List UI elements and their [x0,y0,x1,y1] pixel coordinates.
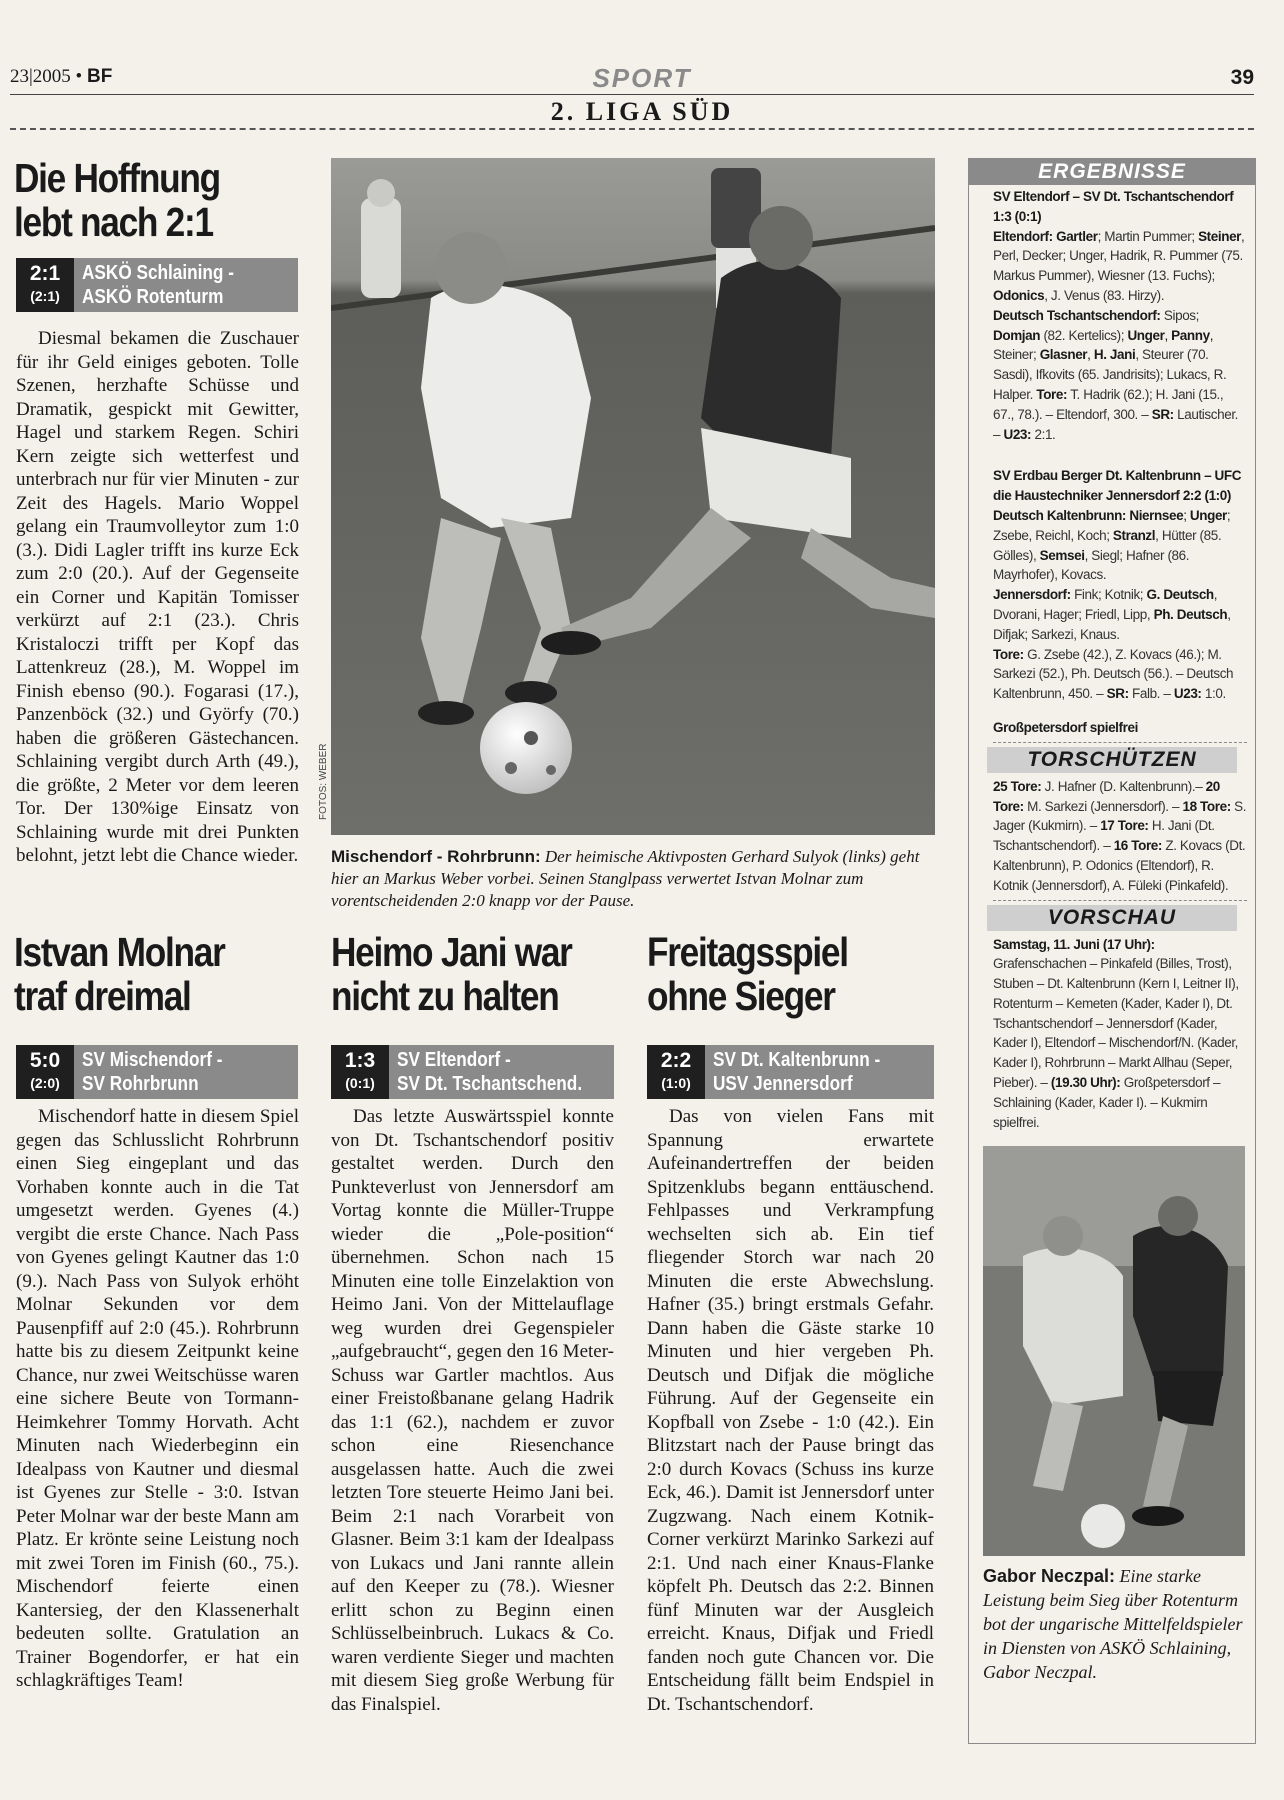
article4-scorebar [647,1045,934,1099]
photo-main-caption [331,846,935,912]
scorers-list: 25 Tore: J. Hafner (D. Kaltenbrunn).– 20 Tore: M. Sarkezi (Jennersdorf). – 18 Tore: S. Jager (Kukmirn). – 17 Tore: H. Jani (Dt. Tschantschendorf). – 16 Tore: Z. Kovacs (Dt. Kaltenbrunn), P. Odonics (Eltendorf), R. Kotnik (Jennersdorf), A. Füleki (Pinkafeld). [993,778,1247,893]
score-box: 1:3 (0:1) [331,1045,389,1099]
caption-bold: Mischendorf - Rohrbrunn: [331,847,541,866]
brand: BF [86,66,113,87]
article1-scorebar [16,258,298,312]
sidebar [968,158,1256,1744]
article1-body: Diesmal bekamen die Zuschauer für ihr Geld einiges geboten. Tolle Szenen, herzhafte Schüsse und Dramatik, gespickt mit Gewitter, Hagel und starkem Regen. Schiri Kern zeigte sich wetterfest und unterbrach nur für vier Minuten - zur Zeit des Hagels. Mario Woppel gelang ein Traumvolleytor zum 1:0 (3.). Didi Lagler trifft ins kurze Eck zum 2:0 (20.). Auf der Gegenseite ein Corner und Kapitän Tomisser verkürzt auf 2:1 (23.). Chris Kristaloczi trifft per Kopf das Lattenkreuz (28.), M. Woppel im Finish ebenso (90.). Fogarasi (17.), Panzenböck (32.) und Györfy (70.) haben die größeren Gästechancen. Schlaining vergibt durch Arth (49.), die größte, 2 Meter vor dem leeren Tor. Der 130%ige Einsatz von Schlaining wurde mit drei Punkten belohnt, jetzt lebt die Chance wieder. [16,328,299,866]
match-teams: SV Mischendorf - SV Rohrbrunn [82,1049,223,1095]
score-box: 2:1 (2:1) [16,258,74,312]
preview-heading: VORSCHAU [987,905,1237,931]
photo-side-caption: Gabor Neczpal: Eine starke Leistung beim Sieg über Rotenturm bot der ungarische Mittelfeldspieler in Diensten von ASKÖ Schlaining, Gabor Neczpal. [983,1566,1243,1683]
score-box: 5:0 (2:0) [16,1045,74,1099]
photo-credit: FOTOS: WEBER [318,743,329,820]
header-dashed-rule [10,128,1254,130]
article4-body: Das von vielen Fans mit Spannung erwartete Aufeinandertreffen der beiden Spitzenklubs begann enttäuschend. Fehlpasses und Verkrampfung wechselten sich ab. Ein tief fliegender Storch war nach 20 Minuten die erste Abwechslung. Hafner (35.) bringt erstmals Gefahr. Dann haben die Gäste starke 10 Minuten und hier vergeben Ph. Deutsch und Difjak die mögliche Führung. Auf der Gegenseite ein Kopfball von Zsebe - 1:0 (42.). Ein Blitzstart nach der Pause bringt das 2:0 durch Kovacs (Schuss ins kurze Eck, 46.). Damit ist Jennersdorf unter Zugzwang. Nach einem Kotnik-Corner verkürzt Marinko Sarkezi auf 2:1. Und nach einer Knaus-Flanke köpfelt Ph. Deutsch das 2:2. Binnen fünf Minuten war der Ausgleich erreicht. Knaus, Difjak und Friedl fanden noch gute Chancen vor. Die Entscheidung fällt beim Endspiel in Dt. Tschantschendorf. [647,1106,934,1715]
article3-headline: Heimo Jani war nicht zu halten [331,929,572,1019]
bye-note: Großpetersdorf spielfrei [993,719,1138,735]
preview-list: Samstag, 11. Juni (17 Uhr): Grafenschachen – Pinkafeld (Billes, Trost), Stuben – Dt. Kaltenbrunn (Kern I, Leitner II), Rotenturm – Kemeten (Kader, Kader I), Dt. Tschantschendorf – Jennersdorf (Kader, Kader I), Eltendorf – Mischendorf/N. (Kader, Kader I), Rohrbrunn – Markt Allhau (Seper, Pieber). – (19.30 Uhr): Großpetersdorf – Schlaining (Kader, Kader I). – Kukmirn spielfrei. [993,936,1239,1130]
photo-side [983,1146,1245,1556]
divider [993,742,1247,743]
article3-scorebar [331,1045,614,1099]
article4-headline: Freitagsspiel ohne Sieger [647,929,848,1019]
issue-info: 23|2005 • BF [10,66,113,87]
article1-headline: Die Hoffnung lebt nach 2:1 [14,155,220,245]
result-eltendorf: SV Eltendorf – SV Dt. Tschantschendorf 1:3 (0:1) Eltendorf: Gartler; Martin Pummer; Steiner, Perl, Decker; Unger, Hadrik, R. Pummer (75. Markus Pummer), Wiesner (13. Fuchs); Odonics, J. Venus (83. Hirzy). Deutsch Tschantschendorf: Sipos; Domjan (82. Kertelics); Unger, Panny, Steiner; Glasner, H. Jani, Steurer (70. Sasdi), Ifkovits (65. Jandrisits); Lukacs, R. Halper. Tore: T. Hadrik (62.); H. Jani (15., 67., 78.). – Eltendorf, 300. – SR: Lautischer. – U23: 2:1. [993,189,1245,442]
scorers-heading: TORSCHÜTZEN [987,747,1237,773]
player-duel-photo [983,1146,1245,1556]
article2-headline: Istvan Molnar traf dreimal [14,929,225,1019]
match-teams: ASKÖ Schlaining - ASKÖ Rotenturm [82,262,234,308]
score-box: 2:2 (1:0) [647,1045,705,1099]
divider [993,900,1247,901]
caption-italic: Der heimische Aktivposten Gerhard Sulyok (links) geht hier an Markus Weber vorbei. Seinen Stanglpass verwertet Istvan Molnar zum vorentscheidenden 2:0 knapp vor der Pause. [331,847,920,910]
results-heading: ERGEBNISSE [969,159,1255,185]
article2-body: Mischendorf hatte in diesem Spiel gegen das Schlusslicht Rohrbrunn einen Sieg eingeplant und das Vorhaben konnte auch in die Tat umgesetzt werden. Gyenes (4.) vergibt die erste Chance. Nach Pass von Gyenes gelingt Kautner das 1:0 (9.). Nach Pass von Sulyok erhöht Molnar Sekunden vor dem Pausenpfiff auf 2:0 (45.). Rohrbrunn hatte bis zu diesem Zeitpunkt keine Chance, nur zwei Weitschüsse waren eine sichere Beute von Tormann-Heimkehrer Tommy Horvath. Acht Minuten nach Wiederbeginn ein Idealpass von Kautner und diesmal ist Gyenes zur Stelle - 3:0. Istvan Peter Molnar war der beste Mann am Platz. Er krönte seine Leistung noch mit zwei Toren im Finish (60., 75.). Mischendorf feierte einen Kantersieg, der den Klassenerhalt bedeuten sollte. Gratulation an Trainer Bogendorfer, er hat ein schlagkräftiges Team! [16,1106,299,1691]
subsection-title: 2. LIGA SÜD [550,97,734,126]
result-kaltenbrunn: SV Erdbau Berger Dt. Kaltenbrunn – UFC die Haustechniker Jennersdorf 2:2 (1:0) Deutsch Kaltenbrunn: Niernsee; Unger; Zsebe, Reichl, Koch; Stranzl, Hütter (85. Gölles), Semsei, Siegl; Hafner (86. Mayrhofer), Kovacs. Jennersdorf: Fink; Kotnik; G. Deutsch, Dvorani, Hager; Friedl, Lipp, Ph. Deutsch, Difjak; Sarkezi, Knaus. Tore: G. Zsebe (42.), Z. Kovacs (46.); M. Sarkezi (52.), Ph. Deutsch (56.). – Deutsch Kaltenbrunn, 450. – SR: Falb. – U23: 1:0. [993,468,1242,702]
match-teams: SV Eltendorf - SV Dt. Tschantschend. [397,1049,583,1095]
page-number: 39 [1230,66,1254,89]
photo-main [331,158,935,835]
article3-body: Das letzte Auswärtsspiel konnte von Dt. Tschantschendorf positiv gestaltet werden. Durch den Punkteverlust von Jennersdorf am Vortag konnte die Müller-Truppe wieder die „Pole-position“ übernehmen. Schon nach 15 Minuten eine tolle Einzelaktion von Heimo Jani. Von der Mittelauflage weg wurden drei Gegenspieler „aufgebraucht“, gegen den 16 Meter-Schuss war Gartler machtlos. Aus einer Freistoßbanane gelang Hadrik das 1:1 (62.), nachdem er zuvor schon eine Riesenchance ausgelassen hatte. Auch die zwei letzten Tore steuerte Heimo Jani bei. Beim 2:1 nach Vorarbeit von Glasner. Beim 3:1 kam der Idealpass von Lukacs und Jani rannte allein auf den Keeper zu (78.). Wiesner erlitt schon zu Beginn einen Schlüsselbeinbruch. Lukacs & Co. waren verdiente Sieger und machten mit diesem Sieg große Werbung für das Finalspiel. [331,1106,614,1715]
football-match-photo [331,158,935,835]
header-rule [10,94,1254,95]
article2-scorebar [16,1045,298,1099]
section-title: SPORT [592,63,692,93]
match-teams: SV Dt. Kaltenbrunn - USV Jennersdorf [713,1049,881,1095]
